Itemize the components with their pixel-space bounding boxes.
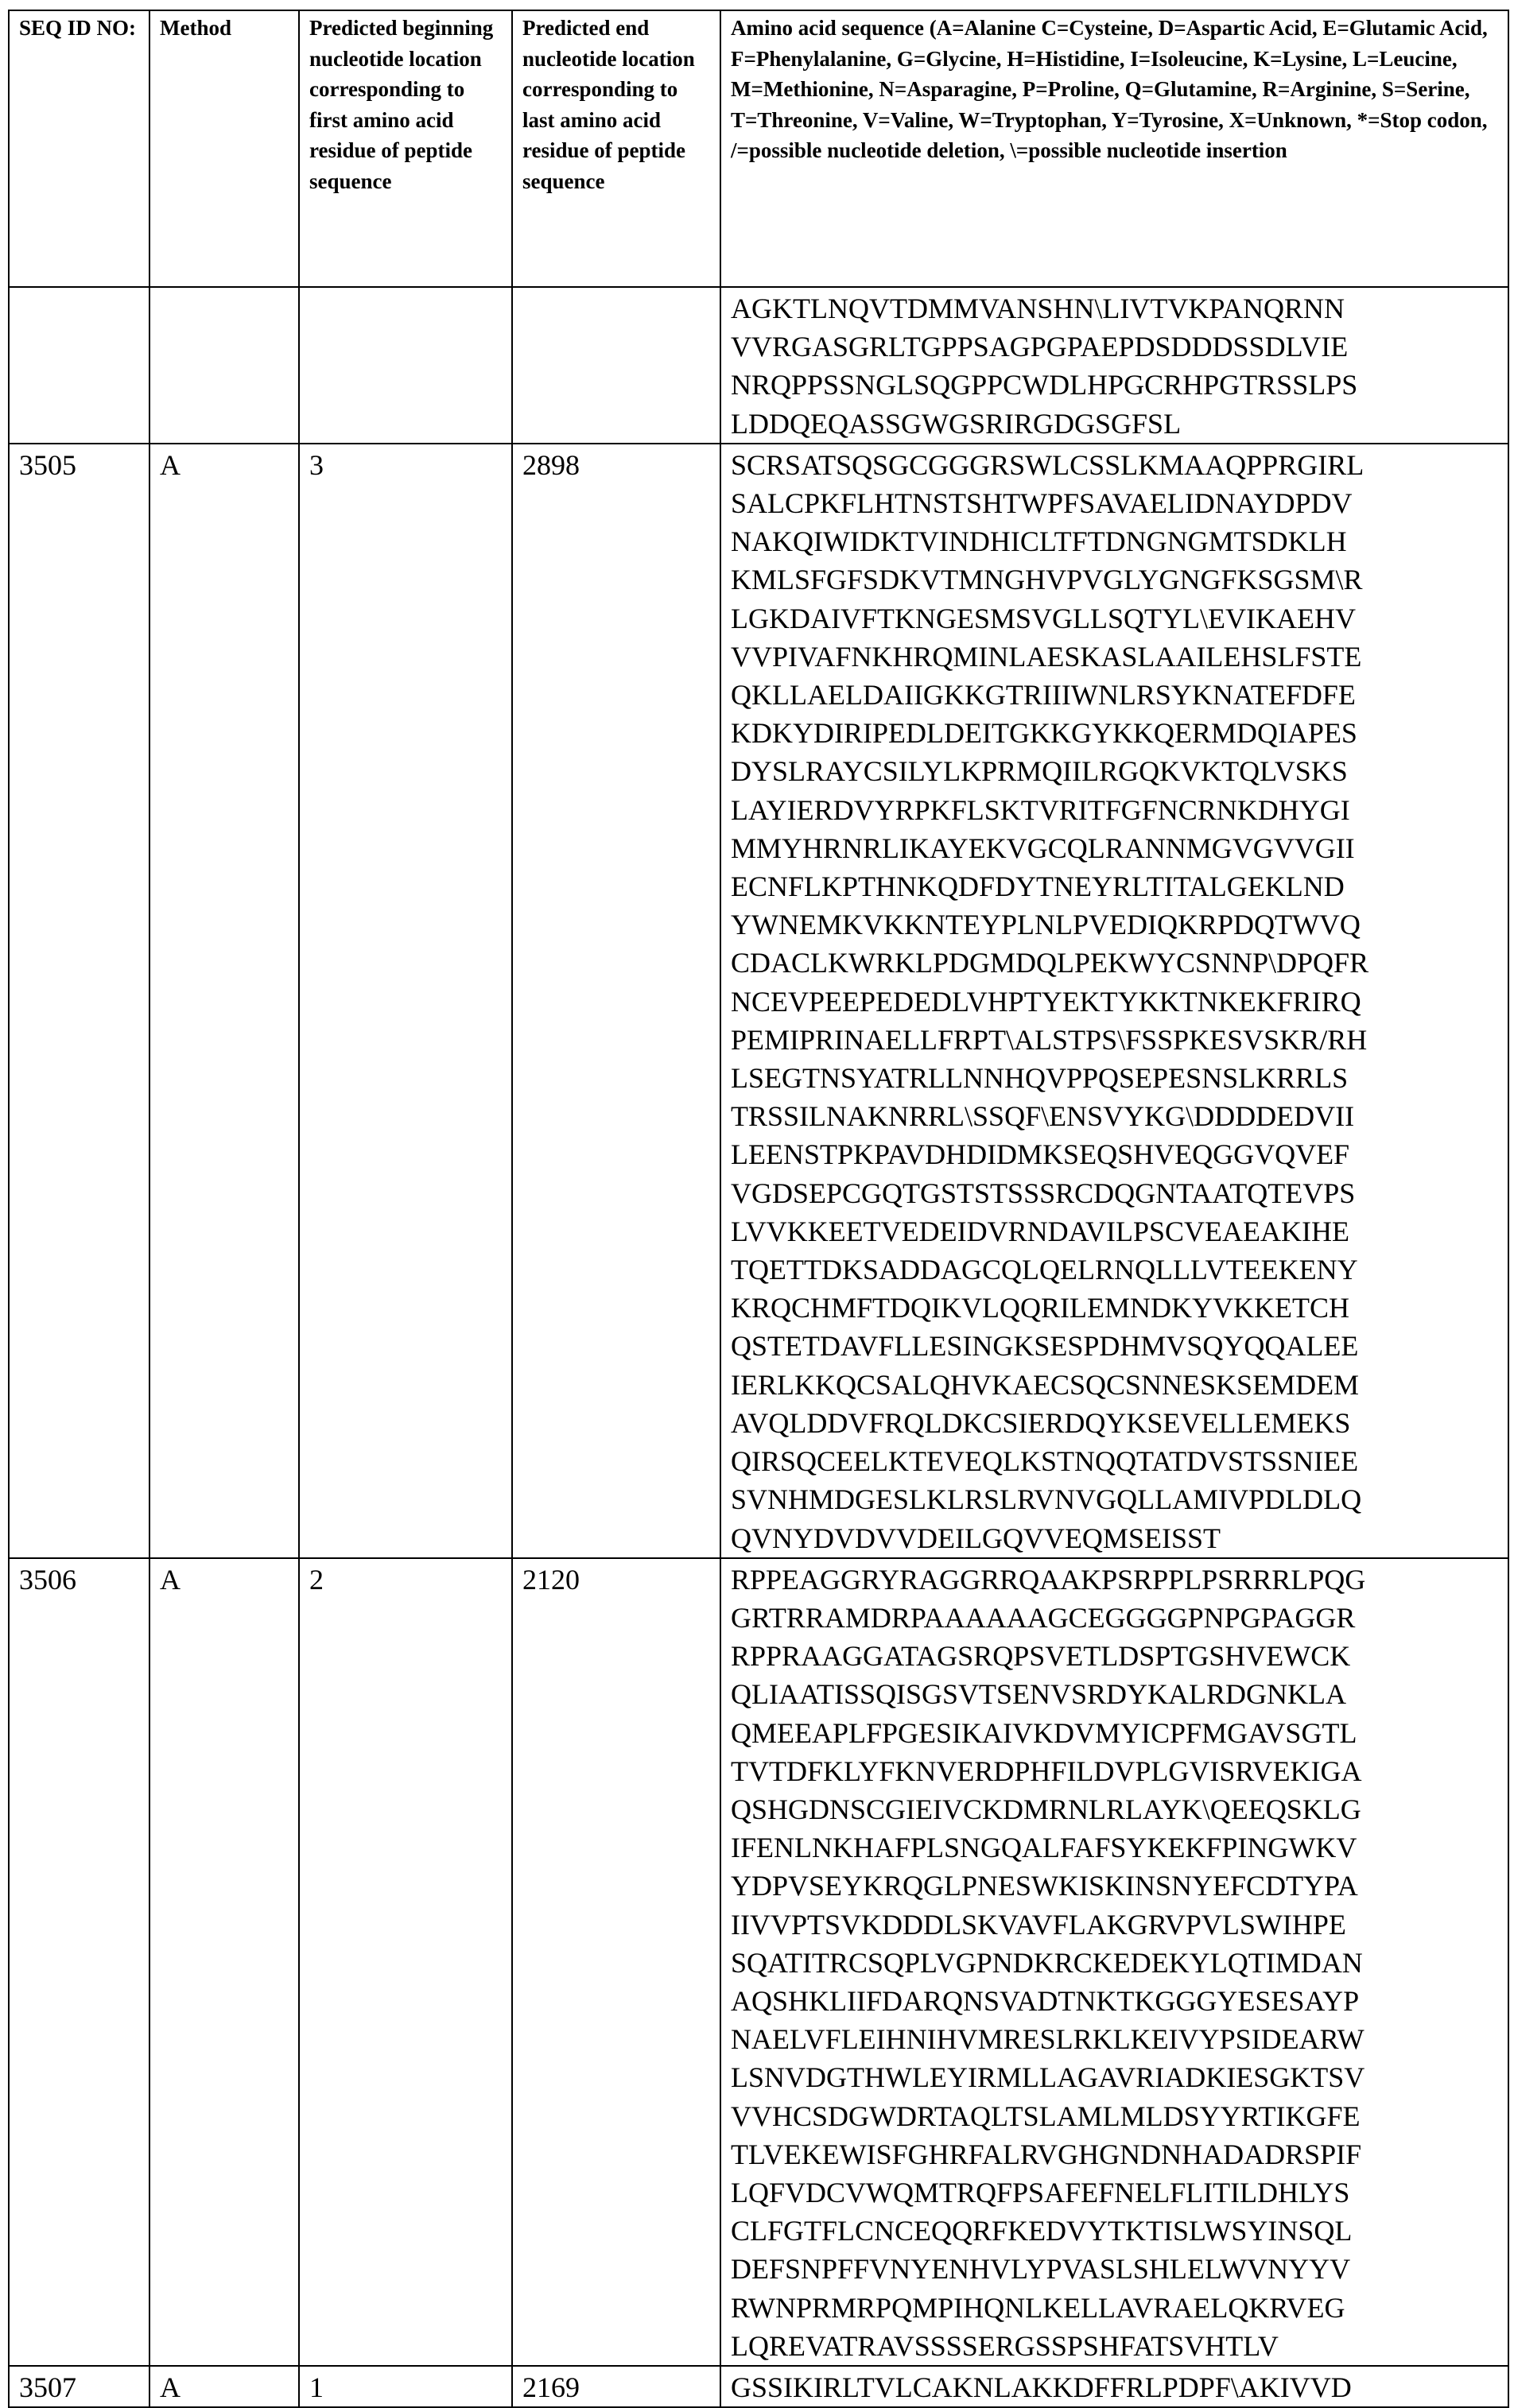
sequence-line: RPPEAGGRYRAGGRRQAAKPSRPPLPSRRRLPQG [731, 1563, 1366, 1596]
sequence-line: KRQCHMFTDQIKVLQQRILEMNDKYVKKETCH [731, 1292, 1349, 1324]
sequence-line: NAELVFLEIHNIHVMRESLRKLKEIVYPSIDEARW [731, 2023, 1365, 2056]
sequence-line: YWNEMKVKKNTEYPLNLPVEDIQKRPDQTWVQ [731, 909, 1361, 941]
amino-acid-sequence-cell [720, 287, 1508, 444]
begin-location-cell: 2 [299, 1558, 512, 2366]
begin-location-cell: 1 [299, 2366, 512, 2407]
header-end-location: Predicted end nucleotide location corresponding to last amino acid residue of peptide sequence [512, 10, 720, 287]
sequence-line: LQFVDCVWQMTRQFPSAFEFNELFLITILDHLYS [731, 2176, 1350, 2208]
sequence-line: TQETTDKSADDAGCQLQELRNQLLLVTEEKENY [731, 1254, 1358, 1286]
header-amino-acid-sequence: Amino acid sequence (A=Alanine C=Cysteine, D=Aspartic Acid, E=Glutamic Acid, F=Phenylalanine, G=Glycine, H=Histidine, I=Isoleucine, K=Lysine, L=Leucine, M=Methionine, N=Asparagine, P=Proline, Q=Glutamine, R=Arginine, S=Serine, T=Threonine, V=Valine, W=Tryptophan, Y=Tyrosine, X=Unknown, *=Stop codon, /=possible nucleotide deletion, \=possible nucleotide insertion [720, 10, 1508, 287]
sequence-line: LAYIERDVYRPKFLSKTVRITFGFNCRNKDHYGI [731, 793, 1350, 826]
sequence-line: AGKTLNQVTDMMVANSHN\LIVTVKPANQRNN [731, 293, 1345, 324]
sequence-line: SCRSATSQSGCGGGRSWLCSSLKMAAQPPRGIRL [731, 448, 1365, 481]
end-location-cell: 2120 [512, 1558, 720, 2366]
table-row [9, 2366, 1508, 2407]
sequence-line: KMLSFGFSDKVTMNGHVPVGLYGNGFKSGSM\R [731, 564, 1363, 596]
sequence-line: IERLKKQCSALQHVKAECSQCSNNESKSEMDEM [731, 1368, 1360, 1401]
method-cell: A [149, 444, 299, 1558]
end-location-cell: 2898 [512, 444, 720, 1558]
sequence-line: LQREVATRAVSSSSERGSSPSHFATSVHTLV [731, 2329, 1279, 2362]
sequence-line: QVNYDVDVVDEILGQVVEQMSEISST [731, 1522, 1221, 1554]
sequence-line: MMYHRNRLIKAYEKVGCQLRANNMGVGVVGII [731, 832, 1355, 864]
sequence-line: QLIAATISSQISGSVTSENVSRDYKALRDGNKLA [731, 1678, 1347, 1711]
sequence-line: GSSIKIRLTVLCAKNLAKKDFFRLPDPF\AKIVVD [731, 2371, 1352, 2403]
amino-acid-sequence-cell [720, 444, 1508, 1558]
sequence-line: CLFGTFLCNCEQQRFKEDVYTKTISLWSYINSQL [731, 2215, 1353, 2247]
sequence-line: AVQLDDVFRQLDKCSIERDQYKSEVELLEMEKS [731, 1406, 1351, 1439]
sequence-line: RWNPRMRPQMPIHQNLKELLAVRAELQKRVEG [731, 2291, 1345, 2324]
header-seq-id: SEQ ID NO: [9, 10, 149, 287]
sequence-line: PEMIPRINAELLFRPT\ALSTPS\FSSPKESVSKR/RH [731, 1023, 1368, 1056]
sequence-line: QKLLAELDAIIGKKGTRIIIWNLRSYKNATEFDFE [731, 679, 1356, 712]
table-row [9, 444, 1508, 1558]
sequence-line: LGKDAIVFTKNGESMSVGLLSQTYL\EVIKAEHV [731, 602, 1356, 634]
sequence-line: SQATITRCSQPLVGPNDKRCKEDEKYLQTIMDAN [731, 1946, 1363, 1979]
sequence-line: YDPVSEYKRQGLPNESWKISKINSNYEFCDTYPA [731, 1870, 1358, 1902]
sequence-line: LSNVDGTHWLEYIRMLLAGAVRIADKIESGKTSV [731, 2061, 1365, 2094]
sequence-line: ECNFLKPTHNKQDFDYTNEYRLTITALGEKLND [731, 871, 1345, 903]
method-cell: A [149, 1558, 299, 2366]
sequence-table [8, 10, 1509, 2408]
begin-location-cell: 3 [299, 444, 512, 1558]
sequence-line: LEENSTPKPAVDHDIDMKSEQSHVEQGGVQVEF [731, 1138, 1350, 1171]
sequence-line: DEFSNPFFVNYENHVLYPVASLSHLELWVNYYV [731, 2253, 1351, 2286]
amino-acid-sequence-cell [720, 1558, 1508, 2366]
seq-id-cell: 3506 [9, 1558, 149, 2366]
sequence-line: NRQPPSSNGLSQGPPCWDLHPGCRHPGTRSSLPS [731, 369, 1358, 401]
seq-id-cell: 3505 [9, 444, 149, 1558]
sequence-line: KDKYDIRIPEDLDEITGKKGYKKQERMDQIAPES [731, 717, 1357, 750]
sequence-line: QSHGDNSCGIEIVCKDMRNLRLAYK\QEEQSKLG [731, 1793, 1361, 1825]
sequence-line: LDDQEQASSGWGSRIRGDGSGFSL [731, 407, 1182, 440]
sequence-line: LSEGTNSYATRLLNNHQVPPQSEPESNSLKRRLS [731, 1062, 1349, 1095]
header-method: Method [149, 10, 299, 287]
sequence-line: QSTETDAVFLLESINGKSESPDHMVSQYQQALEE [731, 1330, 1359, 1363]
table-row [9, 1558, 1508, 2366]
sequence-line: TLVEKEWISFGHRFALRVGHGNDNHADADRSPIF [731, 2138, 1362, 2170]
sequence-line: SVNHMDGESLKLRSLRVNVGQLLAMIVPDLDLQ [731, 1483, 1362, 1516]
sequence-line: SALCPKFLHTNSTSHTWPFSAVAELIDNAYDPDV [731, 487, 1353, 520]
begin-location-cell [299, 287, 512, 444]
sequence-line: NAKQIWIDKTVINDHICLTFTDNGNGMTSDKLH [731, 525, 1347, 558]
sequence-line: LVVKKEETVEDEIDVRNDAVILPSCVEAEAKIHE [731, 1215, 1349, 1247]
sequence-line: VVRGASGRLTGPPSAGPGPAEPDSDDDSSDLVIE [731, 331, 1349, 363]
sequence-line: VGDSEPCGQTGSTSTSSSRCDQGNTAATQTEVPS [731, 1177, 1356, 1209]
header-row [9, 10, 1508, 287]
end-location-cell [512, 287, 720, 444]
seq-id-cell [9, 287, 149, 444]
sequence-line: QIRSQCEELKTEVEQLKSTNQQTATDVSTSSNIEE [731, 1445, 1359, 1478]
sequence-line: RPPRAAGGATAGSRQPSVETLDSPTGSHVEWCK [731, 1640, 1351, 1673]
sequence-line: VVHCSDGWDRTAQLTSLAMLMLDSYYRTIKGFE [731, 2100, 1361, 2132]
sequence-line: AQSHKLIIFDARQNSVADTNKTKGGGYESESAYP [731, 1984, 1360, 2017]
method-cell [149, 287, 299, 444]
sequence-line: IIVVPTSVKDDDLSKVAVFLAKGRVPVLSWIHPE [731, 1908, 1346, 1941]
sequence-line: IFENLNKHAFPLSNGQALFAFSYKEKFPINGWKV [731, 1832, 1357, 1864]
sequence-line: GRTRRAMDRPAAAAAAGCEGGGGPNPGPAGGR [731, 1601, 1356, 1634]
sequence-line: TRSSILNAKNRRL\SSQF\ENSVYKG\DDDDEDVII [731, 1100, 1355, 1133]
table-row [9, 287, 1508, 444]
method-cell: A [149, 2366, 299, 2407]
sequence-line: TVTDFKLYFKNVERDPHFILDVPLGVISRVEKIGA [731, 1755, 1362, 1787]
amino-acid-sequence-cell [720, 2366, 1508, 2407]
header-begin-location: Predicted beginning nucleotide location corresponding to first amino acid residue of peptide sequence [299, 10, 512, 287]
seq-id-cell: 3507 [9, 2366, 149, 2407]
end-location-cell: 2169 [512, 2366, 720, 2407]
sequence-line: QMEEAPLFPGESIKAIVKDVMYICPFMGAVSGTL [731, 1716, 1357, 1749]
sequence-line: CDACLKWRKLPDGMDQLPEKWYCSNNP\DPQFR [731, 947, 1369, 979]
sequence-line: VVPIVAFNKHRQMINLAESKASLAAILEHSLFSTE [731, 640, 1362, 673]
sequence-line: NCEVPEEPEDEDLVHPTYEKTYKKTNKEKFRIRQ [731, 985, 1361, 1018]
sequence-line: DYSLRAYCSILYLKPRMQIILRGQKVKTQLVSKS [731, 755, 1348, 788]
